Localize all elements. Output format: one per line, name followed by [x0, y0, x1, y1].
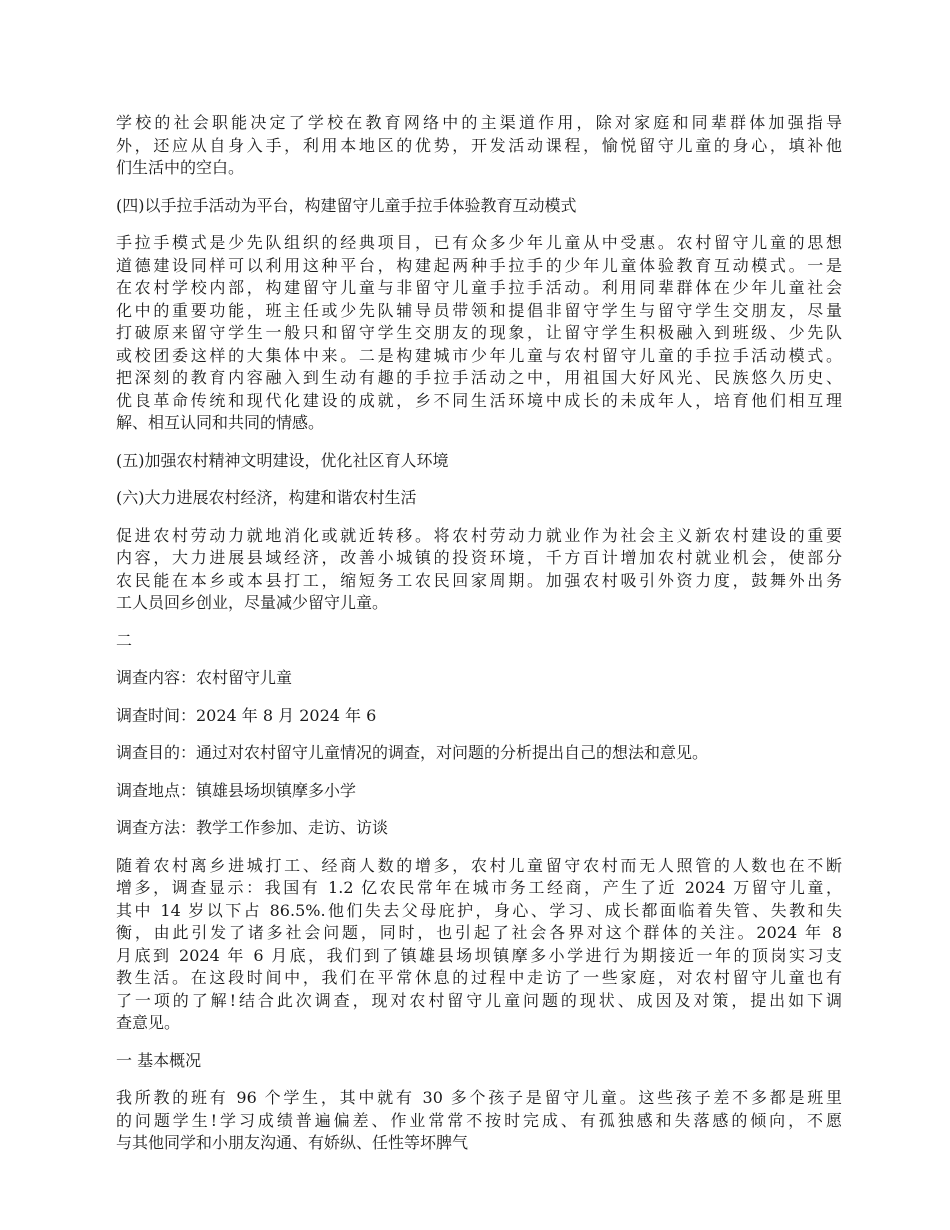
text-line: 内容，大力进展县域经济，改善小城镇的投资环境，千方百计增加农村就业机会，使部分	[116, 548, 842, 567]
text-line: 们生活中的空白。	[116, 158, 245, 177]
text-line: 解、相互认同和共同的情感。	[116, 413, 325, 432]
heading-section-five: (五)加强农村精神文明建设，优化社区育人环境	[116, 450, 449, 470]
text-line: 工人员回乡创业，尽量减少留守儿童。	[116, 593, 389, 612]
paragraph-survey-background	[116, 855, 842, 1035]
text-line: 道德建设同样可以利用这种平台，构建起两种手拉手的少年儿童体验教育互动模式。一是	[116, 255, 842, 275]
text-line: 促进农村劳动力就地消化或就近转移。将农村劳动力就业作为社会主义新农村建设的重要	[116, 525, 842, 545]
text-line: 或校团委这样的大集体中来。二是构建城市少年儿童与农村留守儿童的手拉手活动模式。	[116, 345, 842, 365]
survey-location: 调查地点：镇雄县场坝镇摩多小学	[116, 780, 357, 800]
heading-section-six: (六)大力进展农村经济，构建和谐农村生活	[116, 488, 417, 507]
heading-section-four: (四)以手拉手活动为平台，构建留守儿童手拉手体验教育互动模式	[116, 195, 577, 215]
paragraph-class-overview	[116, 1087, 842, 1155]
survey-purpose: 调查目的：通过对农村留守儿童情况的调查，对问题的分析提出自己的想法和意见。	[116, 743, 709, 762]
paragraph-rural-labor	[116, 525, 842, 615]
text-line: 了一项的了解!结合此次调查，现对农村留守儿童问题的现状、成因及对策，提出如下调	[116, 990, 842, 1010]
text-line: 手拉手模式是少先队组织的经典项目，已有众多少年儿童从中受惠。农村留守儿童的思想	[116, 233, 842, 252]
text-line: 查意见。	[116, 1013, 181, 1032]
text-line: 优良革命传统和现代化建设的成就，乡不同生活环境中成长的未成年人，培育他们相互理	[116, 390, 842, 410]
text-line: 外，还应从自身入手，利用本地区的优势，开发活动课程，愉悦留守儿童的身心，填补他	[116, 135, 842, 155]
text-line: 化中的重要功能，班主任或少先队辅导员带领和提倡非留守学生与留守学生交朋友，尽量	[116, 300, 842, 320]
text-line: 把深刻的教育内容融入到生动有趣的手拉手活动之中，用祖国大好风光、民族悠久历史、	[116, 368, 842, 387]
paragraph-hand-in-hand	[116, 232, 842, 435]
text-line: 随着农村离乡进城打工、经商人数的增多，农村儿童留守农村而无人照管的人数也在不断	[116, 855, 842, 875]
text-line: 农民能在本乡或本县打工，缩短务工农民回家周期。加强农村吸引外资力度，鼓舞外出务	[116, 570, 842, 590]
text-line: 月底到 2024 年 6 月底，我们到了镇雄县场坝镇摩多小学进行为期接近一年的顶岗实习支	[116, 945, 842, 965]
heading-basic-overview: 一 基本概况	[116, 1050, 202, 1070]
text-line: 增多，调查显示：我国有 1.2 亿农民常年在城市务工经商，产生了近 2024 万留守儿童，	[116, 878, 842, 897]
section-two-marker: 二	[116, 630, 133, 650]
text-line: 的问题学生!学习成绩普遍偏差、作业常常不按时完成、有孤独感和失落感的倾向，不愿	[116, 1110, 842, 1130]
text-line: 打破原来留守学生一般只和留守学生交朋友的现象，让留守学生积极融入到班级、少先队	[116, 323, 842, 342]
text-line: 与其他同学和小朋友沟通、有娇纵、任性等坏脾气	[116, 1133, 469, 1152]
survey-content: 调查内容：农村留守儿童	[116, 668, 293, 687]
document-page	[116, 112, 842, 1170]
paragraph-school-role	[116, 112, 842, 180]
text-line: 在农村学校内部，构建留守儿童与非留守儿童手拉手活动。利用同辈群体在少年儿童社会	[116, 278, 842, 297]
text-line: 其中 14 岁以下占 86.5%.他们失去父母庇护，身心、学习、成长都面临着失管、失教和失	[116, 900, 842, 920]
text-line: 教生活。在这段时间中，我们在平常休息的过程中走访了一些家庭，对农村留守儿童也有	[116, 968, 842, 987]
text-line: 我所教的班有 96 个学生，其中就有 30 多个孩子是留守儿童。这些孩子差不多都是班里	[116, 1088, 842, 1107]
text-line: 学校的社会职能决定了学校在教育网络中的主渠道作用，除对家庭和同辈群体加强指导	[116, 113, 842, 132]
survey-time: 调查时间：2024 年 8 月 2024 年 6	[116, 705, 377, 725]
text-line: 衡，由此引发了诸多社会问题，同时，也引起了社会各界对这个群体的关注。2024 年 8	[116, 923, 842, 942]
survey-method: 调查方法：教学工作参加、走访、访谈	[116, 818, 389, 837]
